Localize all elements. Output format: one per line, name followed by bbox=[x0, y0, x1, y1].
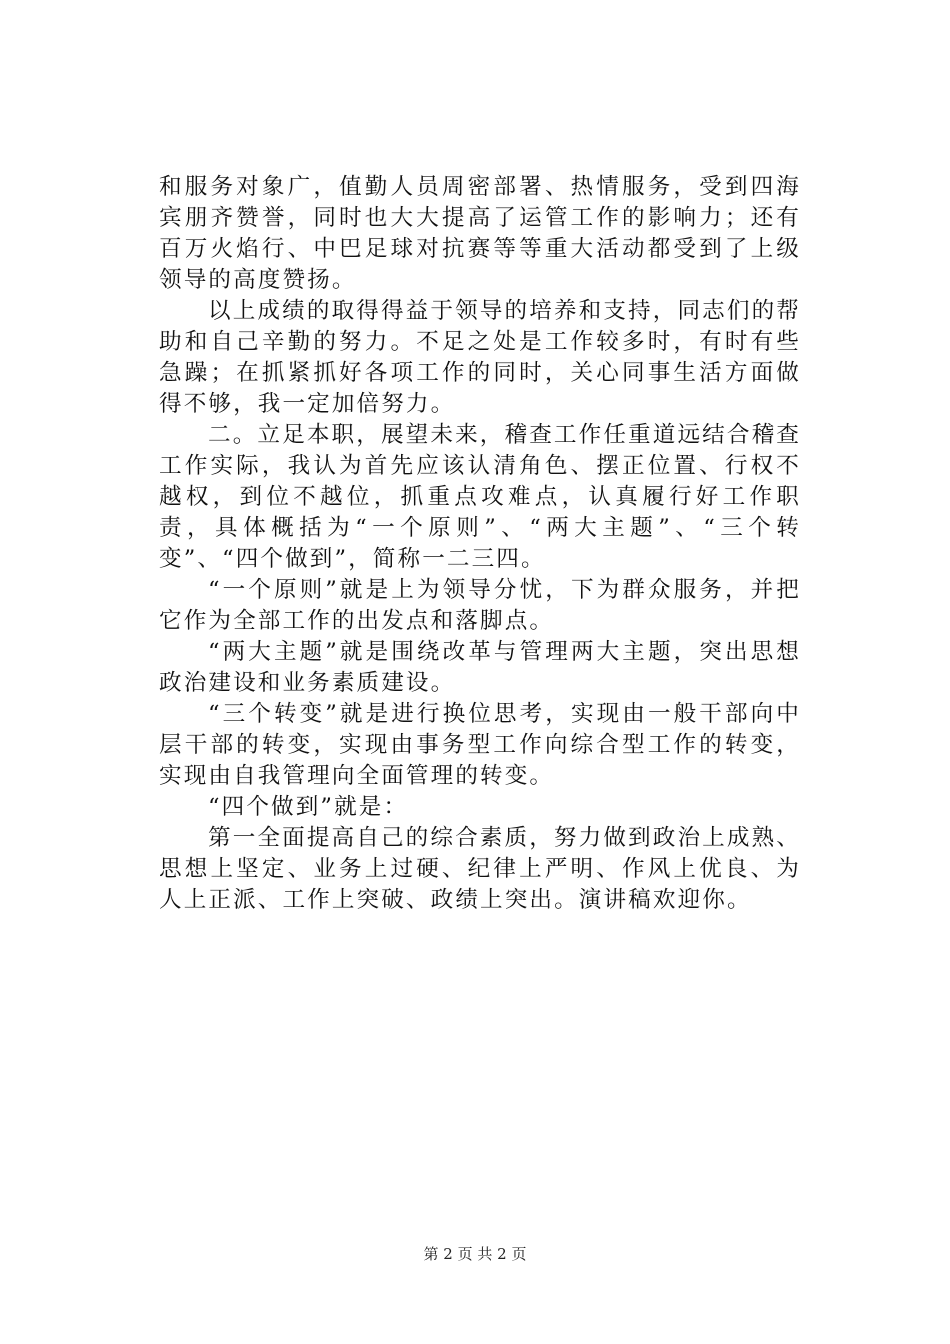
paragraph-two-themes: “两大主题”就是围绕改革与管理两大主题，突出思想政治建设和业务素质建设。 bbox=[159, 639, 801, 696]
paragraph-one-principle: “一个原则”就是上为领导分忧，下为群众服务，并把它作为全部工作的出发点和落脚点。 bbox=[159, 577, 801, 634]
paragraph-four-achieve: “四个做到”就是： bbox=[208, 794, 409, 820]
document-body bbox=[159, 172, 801, 916]
paragraph-first-point: 第一全面提高自己的综合素质，努力做到政治上成熟、思想上坚定、业务上过硬、纪律上严明、作风上优良、为人上正派、工作上突破、政绩上突出。演讲稿欢迎你。 bbox=[159, 825, 801, 913]
page-number-footer: 第 2 页 共 2 页 bbox=[423, 1245, 527, 1263]
paragraph-section-two: 二。立足本职，展望未来，稽查工作任重道远结合稽查工作实际，我认为首先应该认清角色、摆正位置、行权不越权，到位不越位，抓重点攻难点，认真履行好工作职责，具体概括为“一个原则”、“两大主题”、“三个转变”、“四个做到”，简称一二三四。 bbox=[159, 422, 801, 572]
paragraph-continuation: 和服务对象广，值勤人员周密部署、热情服务，受到四海宾朋齐赞誉，同时也大大提高了运管工作的影响力；还有百万火焰行、中巴足球对抗赛等等重大活动都受到了上级领导的高度赞扬。 bbox=[159, 174, 801, 293]
paragraph-achievements: 以上成绩的取得得益于领导的培养和支持，同志们的帮助和自己辛勤的努力。不足之处是工作较多时，有时有些急躁；在抓紧抓好各项工作的同时，关心同事生活方面做得不够，我一定加倍努力。 bbox=[159, 298, 801, 417]
paragraph-three-changes: “三个转变”就是进行换位思考，实现由一般干部向中层干部的转变，实现由事务型工作向综合型工作的转变，实现由自我管理向全面管理的转变。 bbox=[159, 701, 801, 789]
